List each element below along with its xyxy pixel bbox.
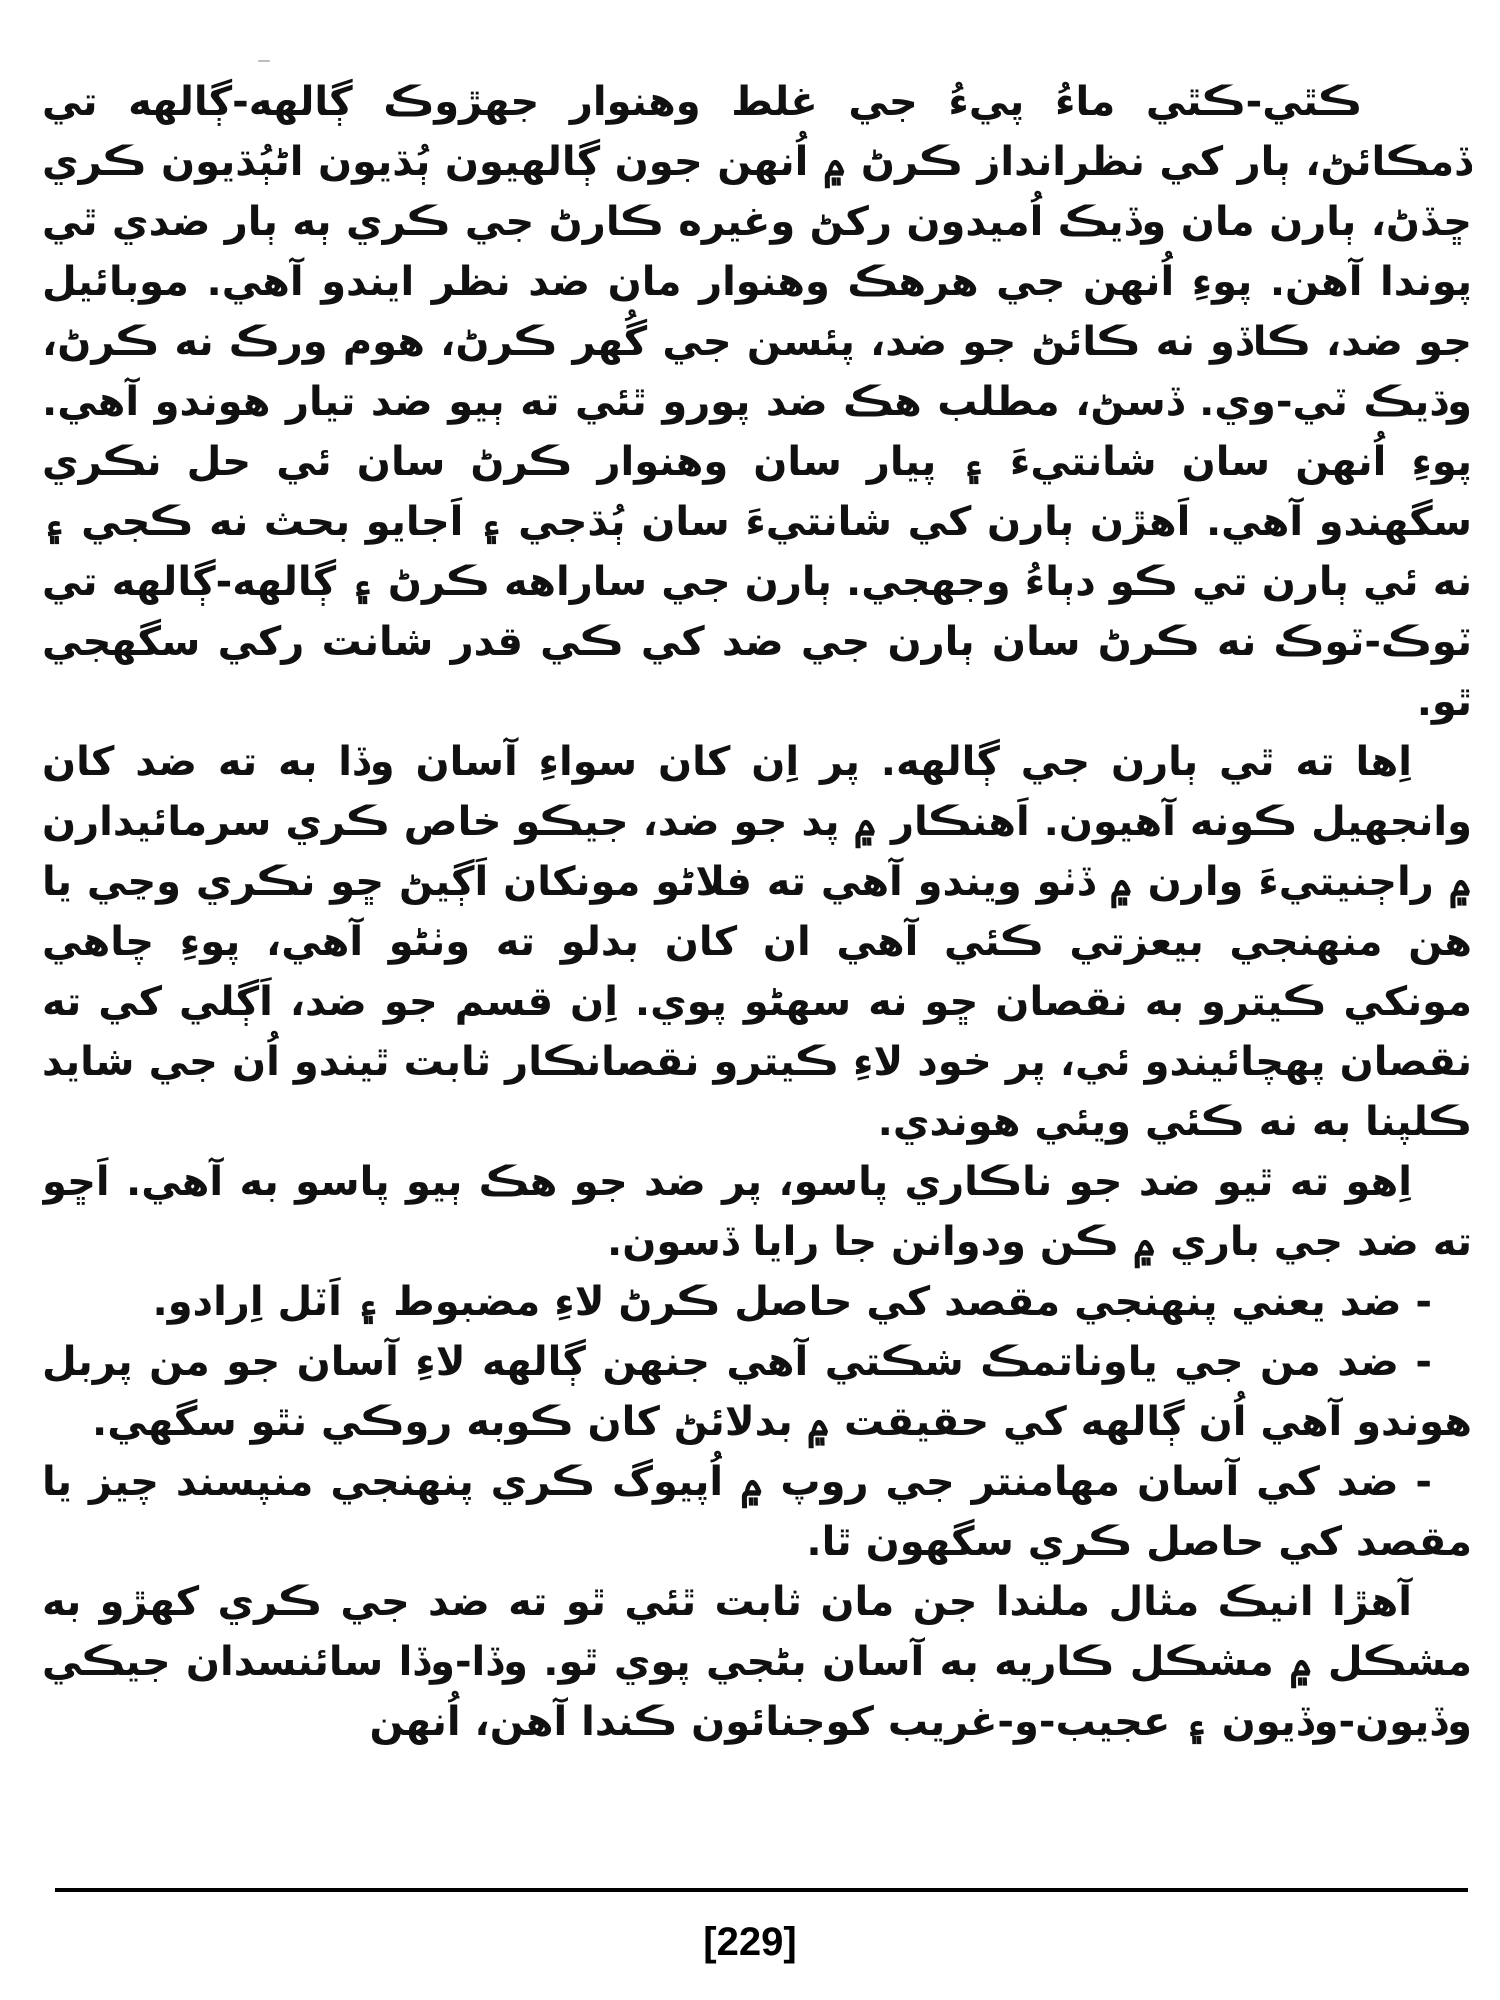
document-body <box>42 72 1472 1862</box>
scan-speck <box>258 60 270 62</box>
paragraph-2: اِها ته ٿي ٻارن جي ڳالهه. پر اِن کان سواءِ آسان وڏا به ته ضد کان وانجهيل ڪونه آهيون. اَهنڪار ۾ پد جو ضد، جيڪو خاص ڪري سرمائيدارن ۾ راڄنيتيءَ وارن ۾ ڏٺو ويندو آهي ته فلاڻو مونکان اَڳيڻ ڇو نڪري وڃي يا هن منهنجي بيعزتي ڪئي آهي ان کان بدلو ته وٺڻو آهي، پوءِ چاهي مونکي ڪيترو به نقصان ڇو نه سهڻو پوي. اِن قسم جو ضد، اَڳلي کي ته نقصان پهچائيندو ئي، پر خود لاءِ ڪيترو نقصانڪار ثابت ٿيندو اُن جي شايد ڪلپنا به نه ڪئي ويئي هوندي. <box>42 739 1472 1145</box>
footer-divider <box>55 1888 1468 1892</box>
bullet-item-2: - ضد من جي ياوناتمڪ شڪتي آهي جنهن ڳالهه لاءِ آسان جو من پربل هوندو آهي اُن ڳالهه کي حقيقت ۾ بدلائڻ کان ڪوبه روڪي نٿو سگهي. <box>42 1339 1472 1445</box>
paragraph-3: اِهو ته ٿيو ضد جو ناڪاري پاسو، پر ضد جو هڪ ٻيو پاسو به آهي. اَڇو ته ضد جي باري ۾ ڪن ودوانن جا رايا ڏسون. <box>42 1159 1472 1265</box>
bullet-item-1: - ضد يعني پنهنجي مقصد کي حاصل ڪرڻ لاءِ مضبوط ۽ اَٽل اِرادو. <box>152 1279 1432 1325</box>
closing-paragraph: آهڙا انيڪ مثال ملندا جن مان ثابت ٿئي ٿو ته ضد جي ڪري کهڙو به مشڪل ۾ مشڪل ڪاريه به آسان بڻجي پوي ٿو. وڏا-وڏا سائنسدان جيڪي وڏيون-وڏيون ۽ عجيب-و-غريب کوجنائون ڪندا آهن، اُنهن <box>42 1579 1472 1745</box>
bullet-item-3: - ضد کي آسان مهامنتر جي روپ ۾ اُپيوگ ڪري پنهنجي منپسند چيز يا مقصد کي حاصل ڪري سگهون ٿا. <box>42 1459 1472 1565</box>
page-number: [229] <box>703 1920 797 1964</box>
paragraph-1: ڪٿي-ڪٿي ماءُ پيءُ جي غلط وهنوار جهڙوڪ ڳالهه-ڳالهه تي ڏمڪائڻ، ٻار کي نظرانداز ڪرڻ ۾ اُنهن جون ڳالهيون ٻُڌيون اڻٻُڌيون ڪري ڇڏڻ، ٻارن مان وڏيڪ اُميدون رکڻ وغيره ڪارڻ جي ڪري ٻه ٻار ضدي ٿي پوندا آهن. پوءِ اُنهن جي هرهڪ وهنوار مان ضد نظر ايندو آهي. موبائيل جو ضد، ڪاڏو نه ڪائڻ جو ضد، پئسن جي گُهر ڪرڻ، هوم ورڪ نه ڪرڻ، وڌيڪ ٽي-وي. ڏسڻ، مطلب هڪ ضد پورو ٿئي ته ٻيو ضد تيار هوندو آهي. پوءِ اُنهن سان شانتيءَ ۽ پيار سان وهنوار ڪرڻ سان ئي حل نڪري سگهندو آهي. اَهڙن ٻارن کي شانتيءَ سان ٻُڌجي ۽ اَجايو بحث نه ڪجي ۽ نه ئي ٻارن تي ڪو دٻاءُ وجهجي. ٻارن جي ساراهه ڪرڻ ۽ ڳالهه-ڳالهه تي ٽوڪ-ٽوڪ نه ڪرڻ سان ٻارن جي ضد کي ڪي قدر شانت رکي سگهجي ٿو. <box>42 79 1472 725</box>
